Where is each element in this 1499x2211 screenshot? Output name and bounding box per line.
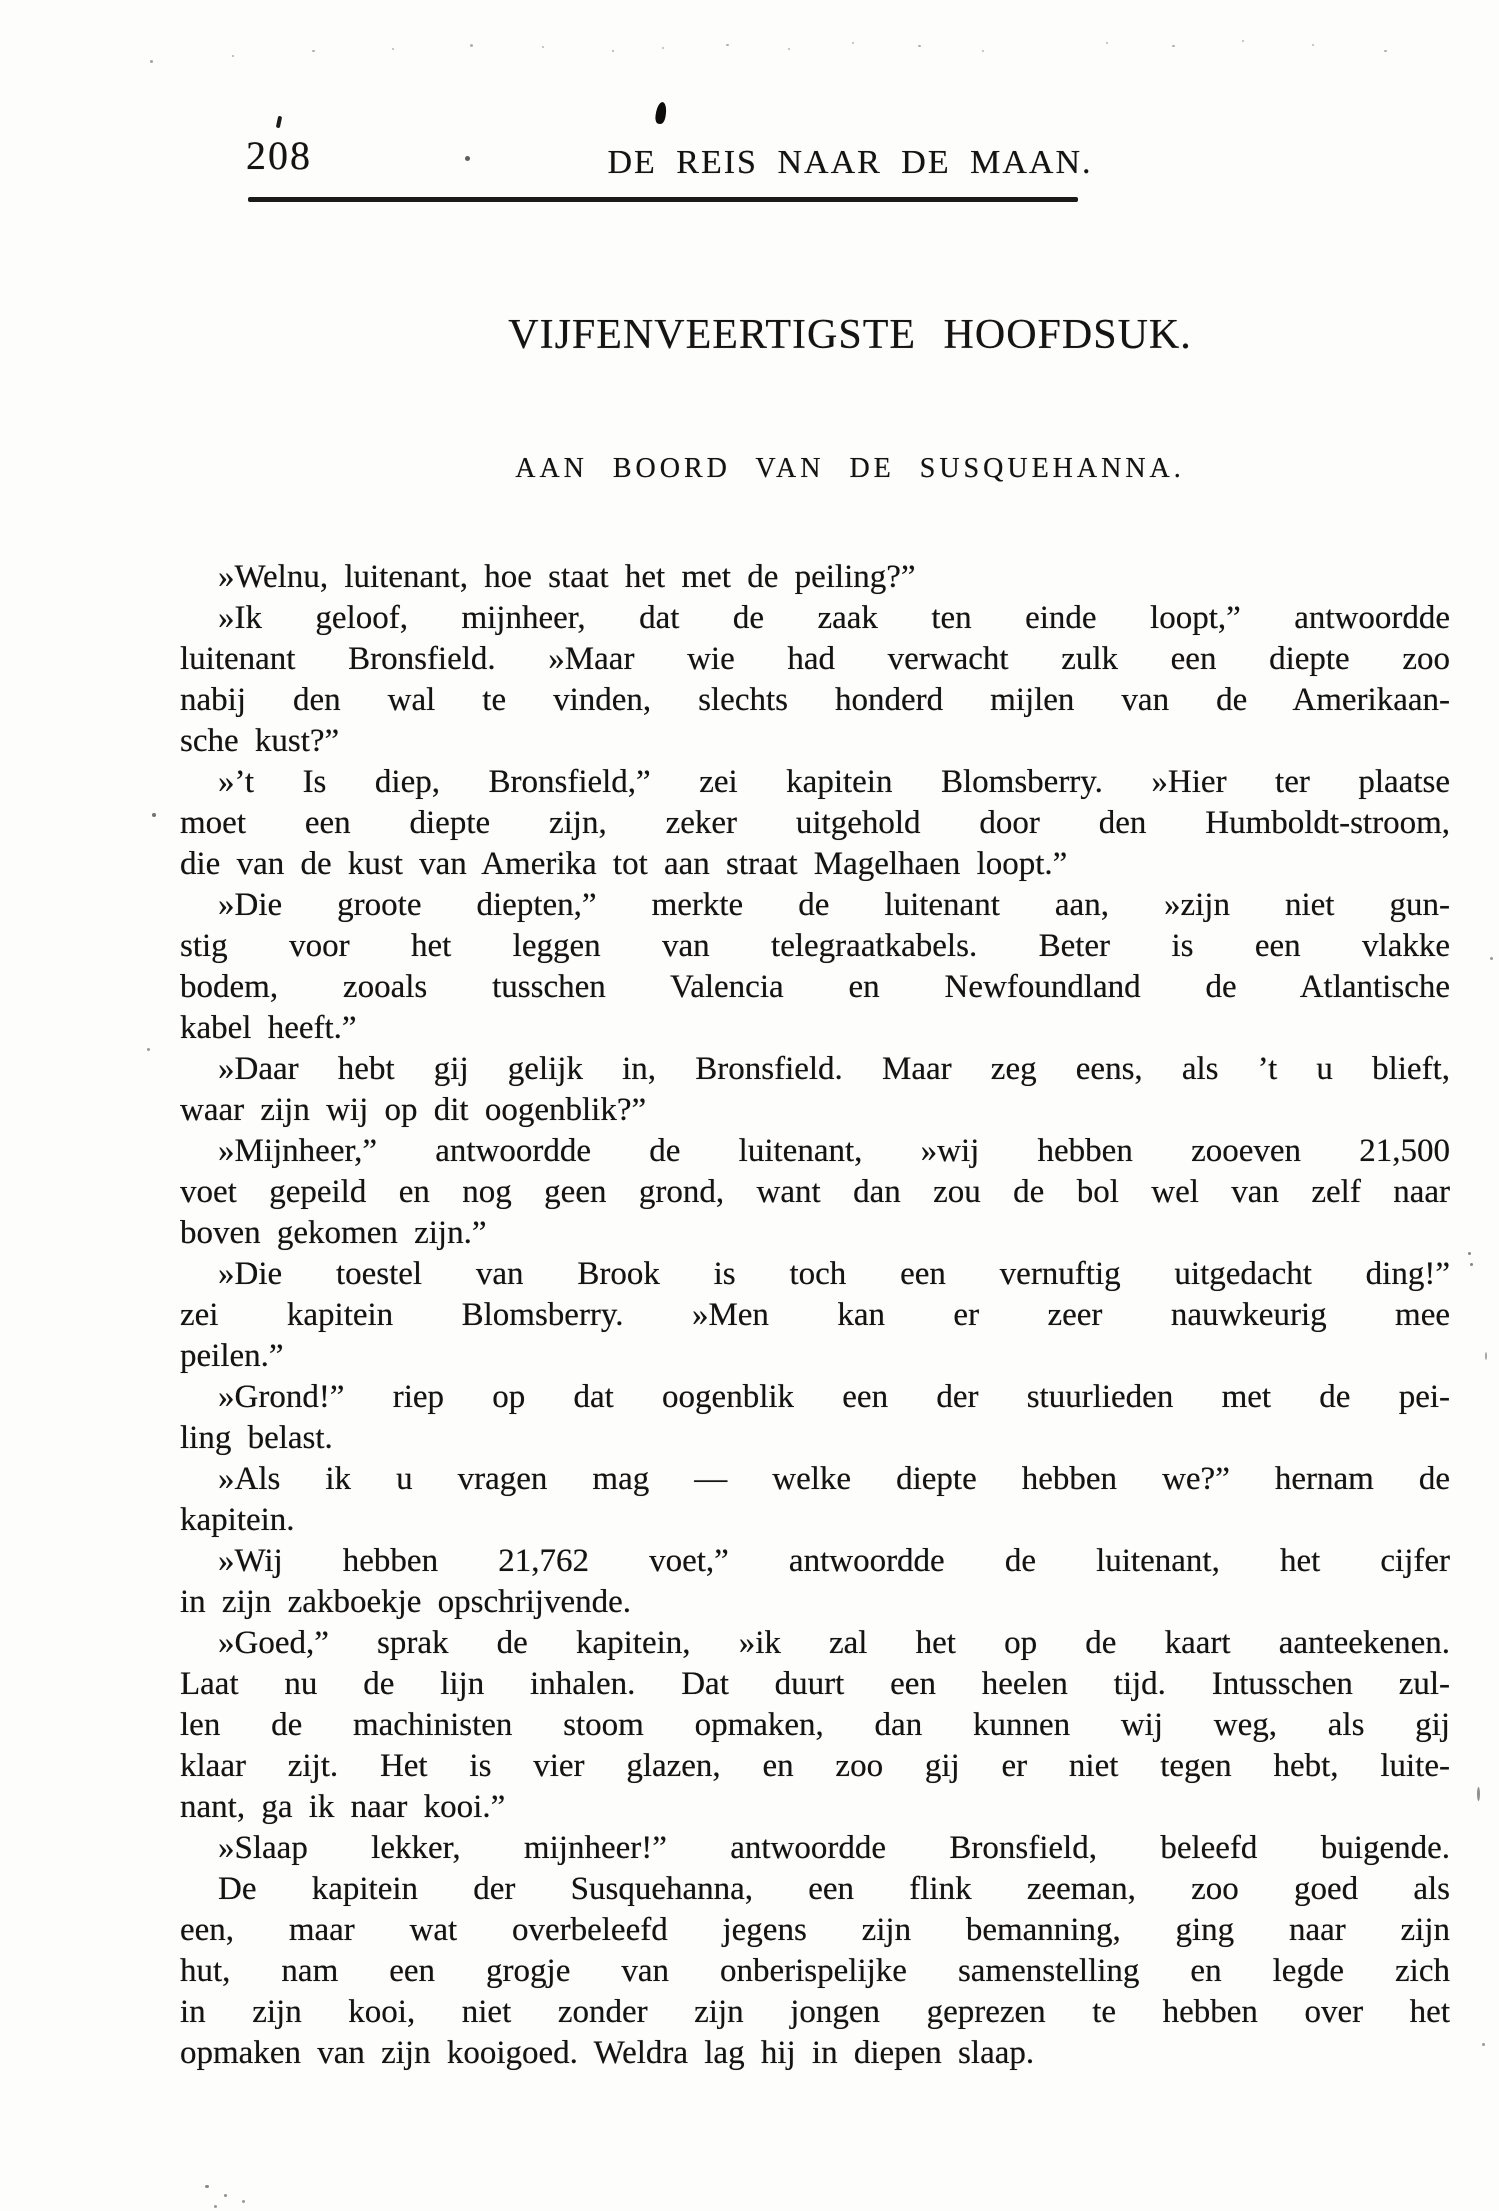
- text-line: »Slaap lekker, mijnheer!” antwoordde Bronsfield, beleefd buigende.: [218, 1830, 1450, 1866]
- text-line: peilen.”: [180, 1338, 284, 1374]
- text-line: »’t Is diep, Bronsfield,” zei kapitein Blomsberry. »Hier ter plaatse: [218, 764, 1450, 800]
- paragraph: [180, 1377, 1450, 1459]
- scan-speck: [918, 45, 921, 47]
- text-line: »Mijnheer,” antwoordde de luitenant, »wij hebben zooeven 21,500: [218, 1133, 1450, 1169]
- running-title: DE REIS NAAR DE MAAN.: [607, 144, 1093, 181]
- scan-speck: [1172, 45, 1175, 47]
- page-number: 208: [246, 133, 312, 178]
- scan-speck: [726, 44, 729, 46]
- text-line: »Wij hebben 21,762 voet,” antwoordde de luitenant, het cijfer: [218, 1543, 1450, 1579]
- scan-speck: [1482, 2043, 1485, 2046]
- text-line: moet een diepte zijn, zeker uitgehold door den Humboldt-stroom,: [180, 805, 1450, 841]
- text-line: »Die groote diepten,” merkte de luitenant aan, »zijn niet gun-: [218, 887, 1450, 923]
- text-line: luitenant Bronsfield. »Maar wie had verwacht zulk een diepte zoo: [180, 641, 1450, 677]
- paragraph: [180, 1623, 1450, 1828]
- text-line: »Als ik u vragen mag — welke diepte hebben we?” hernam de: [218, 1461, 1450, 1497]
- ink-tick: [276, 116, 282, 129]
- text-line: »Goed,” sprak de kapitein, »ik zal het op de kaart aanteekenen.: [218, 1625, 1450, 1661]
- text-line: Laat nu de lijn inhalen. Dat duurt een heelen tijd. Intusschen zul-: [180, 1666, 1450, 1702]
- text-line: sche kust?”: [180, 723, 340, 759]
- paragraph: [180, 762, 1450, 885]
- scan-speck: [788, 48, 790, 50]
- scan-speck: [1485, 1352, 1487, 1360]
- text-line: boven gekomen zijn.”: [180, 1215, 487, 1251]
- text-line: kabel heeft.”: [180, 1010, 357, 1046]
- text-line: »Daar hebt gij gelijk in, Bronsfield. Maar zeg eens, als ’t u blieft,: [218, 1051, 1450, 1087]
- scan-speck: [1242, 40, 1244, 42]
- paragraph: [180, 598, 1450, 762]
- scan-speck: [214, 2205, 217, 2208]
- paragraph: [180, 557, 1450, 598]
- text-line: nant, ga ik naar kooi.”: [180, 1789, 506, 1825]
- text-line: ling belast.: [180, 1420, 333, 1456]
- scan-speck: [1470, 1263, 1473, 1266]
- scan-speck: [312, 50, 315, 52]
- scan-speck: [1312, 44, 1314, 46]
- text-line: »Die toestel van Brook is toch een vernuftig uitgedacht ding!”: [218, 1256, 1450, 1292]
- scan-speck: [1468, 1252, 1471, 1255]
- scan-speck: [1384, 50, 1387, 52]
- text-line: opmaken van zijn kooigoed. Weldra lag hij in diepen slaap.: [180, 2035, 1035, 2071]
- scan-speck: [982, 50, 984, 52]
- text-line: die van de kust van Amerika tot aan straat Magelhaen loopt.”: [180, 846, 1068, 882]
- text-line: in zijn zakboekje opschrijvende.: [180, 1584, 632, 1620]
- scan-speck: [465, 156, 470, 161]
- text-line: in zijn kooi, niet zonder zijn jongen geprezen te hebben over het: [180, 1994, 1450, 2030]
- scan-speck: [152, 813, 156, 817]
- scan-speck: [470, 44, 473, 47]
- chapter-title: VIJFENVEERTIGSTE HOOFDSUK.: [508, 312, 1192, 358]
- paragraph: [180, 1459, 1450, 1541]
- text-line: »Ik geloof, mijnheer, dat de zaak ten einde loopt,” antwoordde: [218, 600, 1450, 636]
- paragraph: [180, 1828, 1450, 1869]
- text-line: len de machinisten stoom opmaken, dan kunnen wij weg, als gij: [180, 1707, 1450, 1743]
- paragraph: [180, 1131, 1450, 1254]
- text-line: hut, nam een grogje van onberispelijke samenstelling en legde zich: [180, 1953, 1450, 1989]
- scan-speck: [392, 48, 394, 50]
- paragraph: [180, 885, 1450, 1049]
- scan-speck: [150, 60, 153, 63]
- paragraph: [180, 1049, 1450, 1131]
- scan-speck: [242, 2200, 245, 2203]
- paragraph: [180, 1541, 1450, 1623]
- text-line: bodem, zooals tusschen Valencia en Newfoundland de Atlantische: [180, 969, 1450, 1005]
- scan-speck: [1477, 1787, 1480, 1801]
- text-line: klaar zijt. Het is vier glazen, en zoo gij er niet tegen hebt, luite-: [180, 1748, 1450, 1784]
- scan-speck: [612, 50, 614, 52]
- text-line: kapitein.: [180, 1502, 295, 1538]
- scan-speck: [1106, 42, 1108, 44]
- body-text: [180, 557, 1450, 2074]
- text-line: waar zijn wij op dit oogenblik?”: [180, 1092, 647, 1128]
- scan-speck: [542, 46, 544, 48]
- text-line: zei kapitein Blomsberry. »Men kan er zeer nauwkeurig mee: [180, 1297, 1450, 1333]
- paragraph: [180, 1869, 1450, 2074]
- scan-speck: [205, 2185, 209, 2188]
- text-line: stig voor het leggen van telegraatkabels. Beter is een vlakke: [180, 928, 1450, 964]
- scan-speck: [1490, 957, 1493, 960]
- chapter-subtitle: AAN BOORD VAN DE SUSQUEHANNA.: [515, 453, 1185, 484]
- text-line: voet gepeild en nog geen grond, want dan zou de bol wel van zelf naar: [180, 1174, 1450, 1210]
- text-line: een, maar wat overbeleefd jegens zijn bemanning, ging naar zijn: [180, 1912, 1450, 1948]
- text-line: »Grond!” riep op dat oogenblik een der stuurlieden met de pei-: [218, 1379, 1450, 1415]
- text-line: De kapitein der Susquehanna, een flink zeeman, zoo goed als: [218, 1871, 1450, 1907]
- scan-speck: [232, 55, 234, 57]
- scan-speck: [147, 1048, 150, 1051]
- scan-speck: [852, 42, 854, 44]
- paragraph: [180, 1254, 1450, 1377]
- text-line: »Welnu, luitenant, hoe staat het met de peiling?”: [218, 559, 916, 595]
- scan-speck: [662, 47, 664, 49]
- header-rule: [248, 197, 1078, 202]
- text-line: nabij den wal te vinden, slechts honderd mijlen van de Amerikaan-: [180, 682, 1450, 718]
- scan-speck: [224, 2194, 227, 2197]
- ink-mark: [654, 101, 667, 124]
